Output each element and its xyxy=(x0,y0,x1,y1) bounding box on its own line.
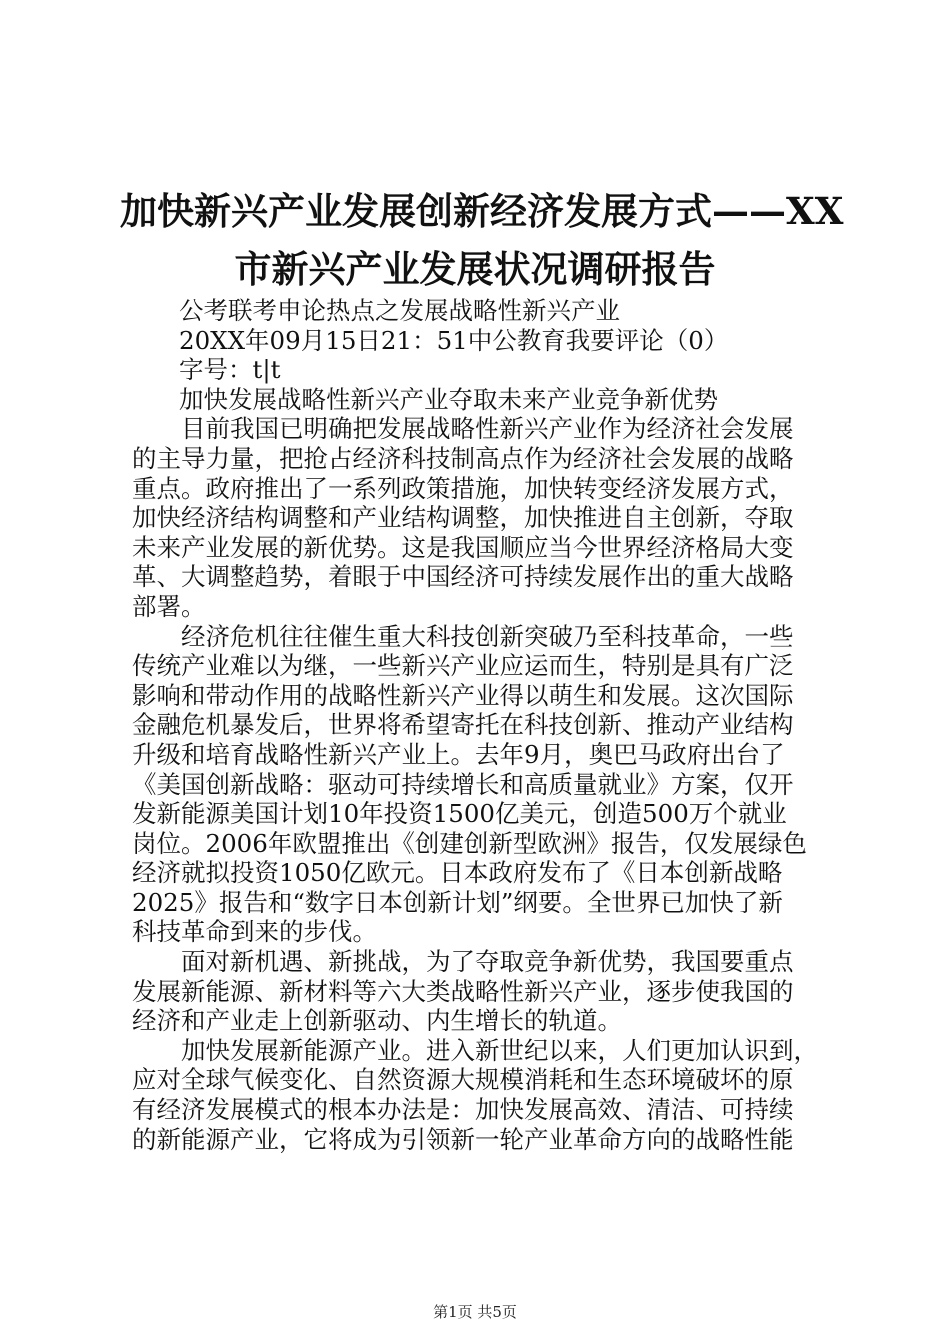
paragraph-line: 经济和产业走上创新驱动、内生增长的轨道。 xyxy=(132,1006,622,1036)
paragraph-line: 科技革命到来的步伐。 xyxy=(132,917,377,947)
meta-date: 20XX年09月15日21：51中公教育我要评论（0） xyxy=(179,325,729,355)
paragraph-line: 升级和培育战略性新兴产业上。去年9月，奥巴马政府出台了 xyxy=(132,739,785,769)
paragraph-1 xyxy=(132,414,832,621)
paragraph-line: 重点。政府推出了一系列政策措施，加快转变经济发展方式， xyxy=(132,473,794,503)
paragraph-line: 部署。 xyxy=(132,591,206,621)
document-body xyxy=(132,296,832,1154)
page-footer: 第1页 共5页 xyxy=(433,1303,517,1321)
article-headline: 加快发展战略性新兴产业夺取未来产业竞争新优势 xyxy=(179,384,718,414)
paragraph-line: 加快经济结构调整和产业结构调整，加快推进自主创新，夺取 xyxy=(132,503,794,533)
title-line-1: 加快新兴产业发展创新经济发展方式——XX xyxy=(120,189,844,233)
paragraph-line: 经济就拟投资1050亿欧元。日本政府发布了《日本创新战略 xyxy=(132,858,783,888)
paragraph-line: 发新能源美国计划10年投资1500亿美元，创造500万个就业 xyxy=(132,799,787,829)
title-line-2: 市新兴产业发展状况调研报告 xyxy=(234,247,716,291)
paragraph-3 xyxy=(132,947,832,1036)
paragraph-line: 面对新机遇、新挑战，为了夺取竞争新优势，我国要重点 xyxy=(181,947,794,977)
paragraph-line: 加快发展新能源产业。进入新世纪以来，人们更加认识到， xyxy=(181,1035,818,1065)
paragraph-4 xyxy=(132,1036,832,1154)
paragraph-line: 的新能源产业，它将成为引领新一轮产业革命方向的战略性能 xyxy=(132,1124,794,1154)
paragraph-line: 《美国创新战略：驱动可持续增长和高质量就业》方案，仅开 xyxy=(132,769,794,799)
meta-source: 公考联考申论热点之发展战略性新兴产业 xyxy=(179,296,620,325)
paragraph-line: 目前我国已明确把发展战略性新兴产业作为经济社会发展 xyxy=(181,414,794,444)
paragraph-line: 传统产业难以为继，一些新兴产业应运而生，特别是具有广泛 xyxy=(132,651,794,681)
paragraph-line: 经济危机往往催生重大科技创新突破乃至科技革命，一些 xyxy=(181,621,794,651)
paragraph-line: 2025》报告和“数字日本创新计划”纲要。全世界已加快了新 xyxy=(132,887,783,917)
meta-fontsize: 字号：t|t xyxy=(179,355,281,385)
paragraph-line: 岗位。2006年欧盟推出《创建创新型欧洲》报告，仅发展绿色 xyxy=(132,828,807,858)
paragraph-line: 影响和带动作用的战略性新兴产业得以萌生和发展。这次国际 xyxy=(132,680,794,710)
paragraph-line: 有经济发展模式的根本办法是：加快发展高效、清洁、可持续 xyxy=(132,1095,794,1125)
paragraph-line: 的主导力量，把抢占经济科技制高点作为经济社会发展的战略 xyxy=(132,443,794,473)
paragraph-line: 应对全球气候变化、自然资源大规模消耗和生态环境破坏的原 xyxy=(132,1065,794,1095)
paragraph-line: 未来产业发展的新优势。这是我国顺应当今世界经济格局大变 xyxy=(132,532,794,562)
paragraph-line: 发展新能源、新材料等六大类战略性新兴产业，逐步使我国的 xyxy=(132,976,794,1006)
document-title xyxy=(120,182,844,298)
paragraph-2 xyxy=(132,622,832,948)
paragraph-line: 金融危机暴发后，世界将希望寄托在科技创新、推动产业结构 xyxy=(132,710,794,740)
paragraph-line: 革、大调整趋势，着眼于中国经济可持续发展作出的重大战略 xyxy=(132,562,794,592)
